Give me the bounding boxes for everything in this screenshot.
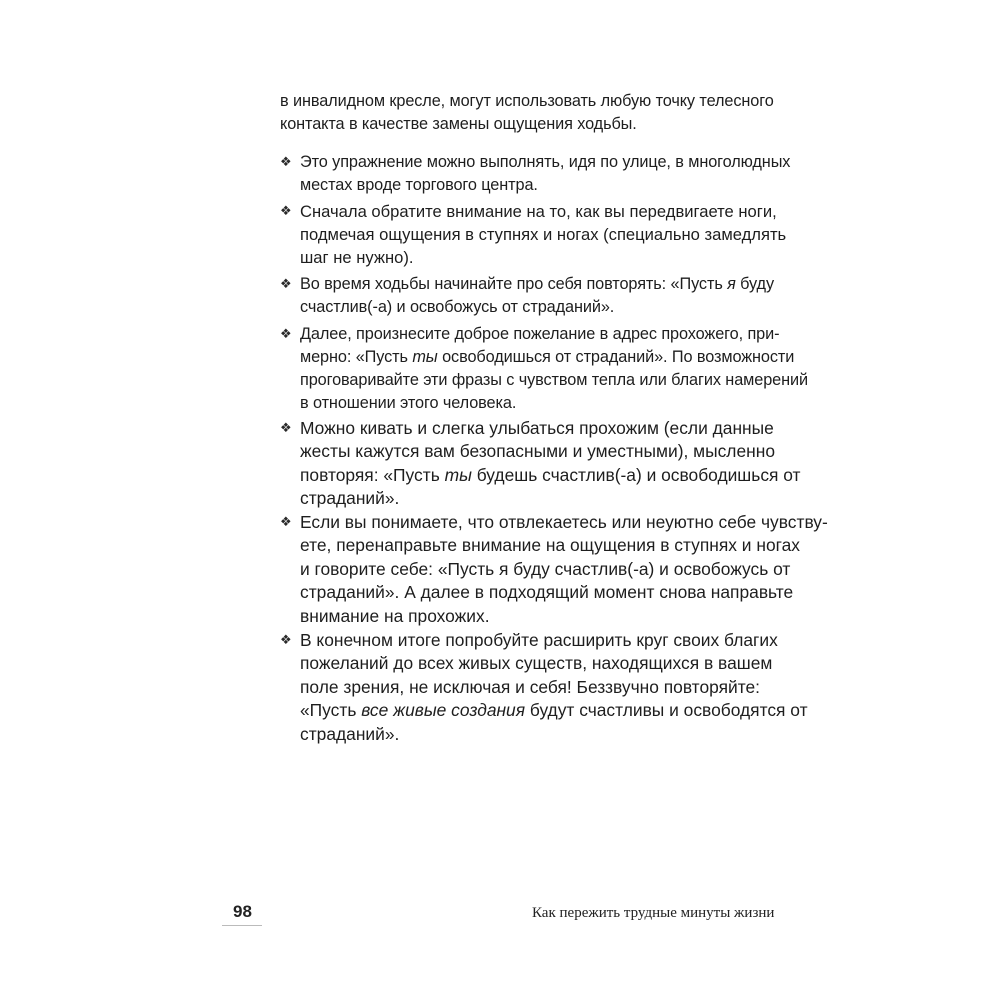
text-run: «Пусть [300,700,362,721]
text-line: В конечном итоге попробуйте расширить круг своих благих [300,630,778,650]
text-line: шаг не нужно). [300,248,414,268]
text-line: в инвалидном кресле, могут использовать любую точку телесного [280,92,774,110]
emphasis: ты [412,348,438,366]
text-line: Можно кивать и слегка улыбаться прохожим (если данные [300,418,774,438]
page-number: 98 [233,902,252,921]
text-line: Это упражнение можно выполнять, идя по улице, в многолюдных [300,153,791,171]
text-run: повторяя: «Пусть [300,464,445,485]
text-line [300,699,808,722]
text-line: поле зрения, не исключая и себя! Беззвучно повторяйте: [300,676,761,697]
text-line [300,464,801,487]
text-line: контакта в качестве замены ощущения ходьбы. [280,115,637,133]
text-line: в отношении этого человека. [300,394,517,412]
text-run: буду [735,275,774,293]
intro-paragraph [280,90,774,136]
text-line: пожеланий до всех живых существ, находящихся в вашем [300,653,773,674]
text-line: страданий». А далее в подходящий момент снова направьте [300,582,794,603]
emphasis: все живые создания [361,700,526,721]
bullet-item-6 [280,511,828,628]
text-line: внимание на прохожих. [300,605,490,626]
bullet-item-5 [280,417,801,511]
bullet-item-2 [280,200,787,270]
diamond-bullet-icon: ❖ [280,421,292,436]
diamond-bullet-icon: ❖ [280,515,292,530]
text-line: и говорите себе: «Пусть я буду счастлив(-а) и освобожусь от [300,558,791,579]
text-line: ете, перенаправьте внимание на ощущения в ступнях и ногах [300,535,800,556]
text-run: освободишься от страданий». По возможности [437,348,795,366]
text-run: будешь счастлив(-а) и освободишься от [471,464,801,485]
text-line: страданий». [300,723,400,744]
text-line: Сначала обратите внимание на то, как вы передвигаете ноги, [300,202,777,221]
diamond-bullet-icon: ❖ [280,633,292,648]
text-line: счастлив(-а) и освобожусь от страданий». [300,298,615,316]
diamond-bullet-icon: ❖ [280,204,292,219]
text-line [300,273,780,296]
emphasis: я [727,275,736,293]
text-run: будут счастливы и освободятся от [525,700,808,721]
text-run: Во время ходьбы начинайте про себя повторять: «Пусть [300,275,728,293]
running-footer-title: Как пережить трудные минуты жизни [532,905,775,921]
bullet-item-4 [280,323,808,415]
text-line: Если вы понимаете, что отвлекаетесь или неуютно себе чувству- [300,512,828,532]
bullet-item-3 [280,273,780,319]
text-line [300,346,795,369]
text-run: мерно: «Пусть [300,348,413,366]
diamond-bullet-icon: ❖ [280,327,292,342]
text-line: местах вроде торгового центра. [300,176,538,194]
bullet-item-1 [280,151,791,197]
bullet-item-7 [280,629,808,746]
text-line: жесты кажутся вам безопасными и уместными), мысленно [300,441,776,462]
text-line: проговаривайте эти фразы с чувством тепла или благих намерений [300,371,808,389]
text-line: Далее, произнесите доброе пожелание в адрес прохожего, при- [300,325,780,343]
page-number-rule [222,925,262,926]
diamond-bullet-icon: ❖ [280,155,292,170]
diamond-bullet-icon: ❖ [280,277,292,292]
text-line: подмечая ощущения в ступнях и ногах (специально замедлять [300,225,787,245]
emphasis: ты [444,464,472,485]
text-line: страданий». [300,488,400,509]
